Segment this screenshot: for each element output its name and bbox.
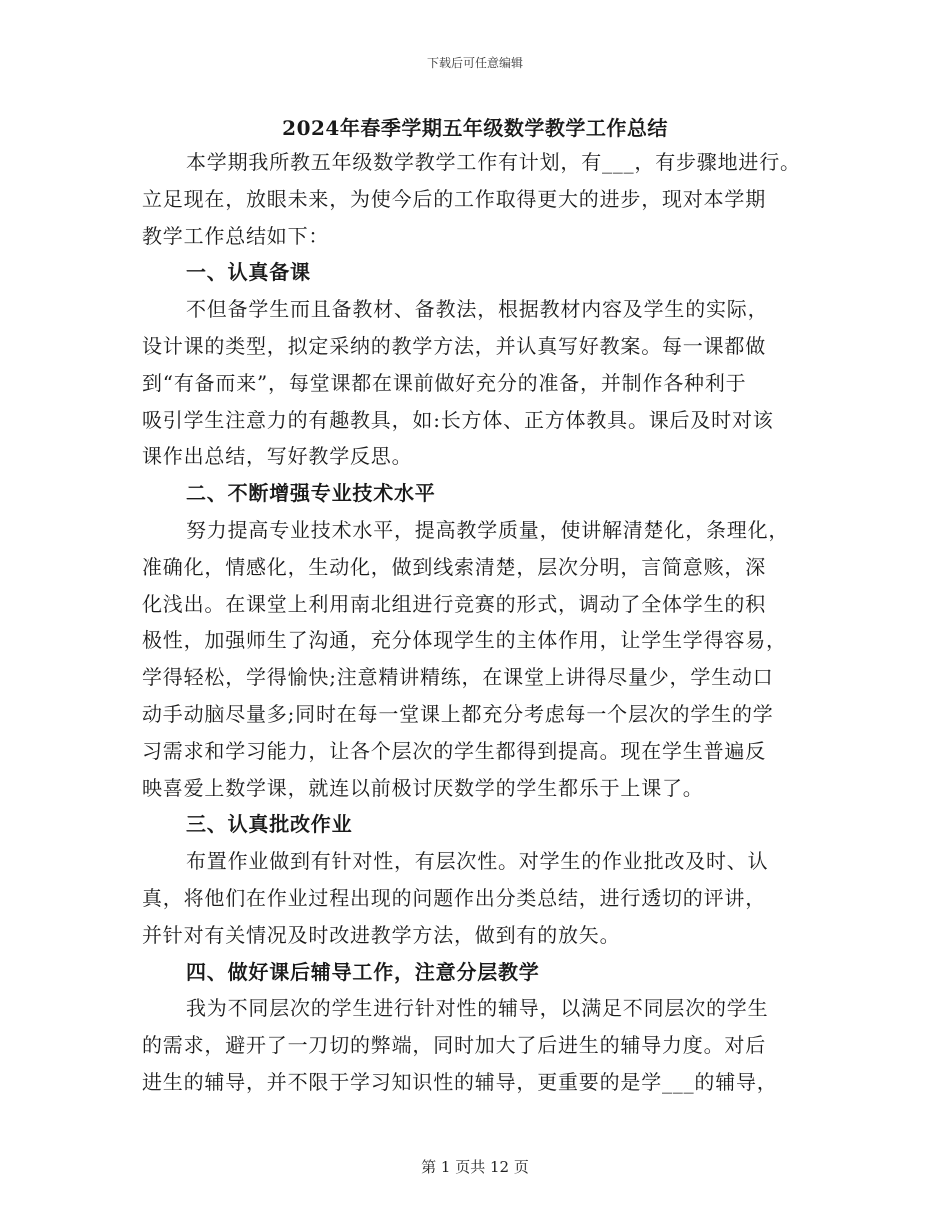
document-body xyxy=(142,144,817,1101)
body-line: 本学期我所教五年级数学教学工作有计划，有___，有步骤地进行。 xyxy=(186,150,801,174)
body-line: 并针对有关情况及时改进教学方法，做到有的放矢。 xyxy=(142,922,621,947)
body-line: 化浅出。在课堂上利用南北组进行竞赛的形式，调动了全体学生的积 xyxy=(142,591,766,616)
body-line: 学得轻松，学得愉快;注意精讲精练，在课堂上讲得尽量少，学生动口 xyxy=(142,665,774,690)
body-line: 准确化，情感化，生动化，做到线索清楚，层次分明，言简意赅，深 xyxy=(142,554,766,579)
body-line: 映喜爱上数学课，就连以前极讨厌数学的学生都乐于上课了。 xyxy=(142,775,704,800)
document-title: 2024年春季学期五年级数学教学工作总结 xyxy=(282,116,668,140)
body-line: 吸引学生注意力的有趣教具，如:长方体、正方体教具。课后及时对该 xyxy=(142,407,774,432)
section-heading: 四、做好课后辅导工作，注意分层教学 xyxy=(186,959,540,984)
header-note: 下载后可任意编辑 xyxy=(426,56,523,70)
body-line: 习需求和学习能力，让各个层次的学生都得到提高。现在学生普遍反 xyxy=(142,738,766,763)
body-line: 进生的辅导，并不限于学习知识性的辅导，更重要的是学___的辅导， xyxy=(142,1069,778,1094)
body-line: 努力提高专业技术水平，提高教学质量，使讲解清楚化，条理化， xyxy=(186,517,790,542)
body-line: 到“有备而来”，每堂课都在课前做好充分的准备，并制作各种利于 xyxy=(142,370,747,395)
body-line: 布置作业做到有针对性，有层次性。对学生的作业批改及时、认 xyxy=(186,849,769,874)
page-footer: 第 1 页共 12 页 xyxy=(421,1158,529,1176)
body-line: 我为不同层次的学生进行针对性的辅导，以满足不同层次的学生 xyxy=(186,996,769,1021)
body-line: 真，将他们在作业过程出现的问题作出分类总结，进行透切的评讲， xyxy=(142,885,766,910)
body-line: 设计课的类型，拟定采纳的教学方法，并认真写好教案。每一课都做 xyxy=(142,333,766,358)
section-heading: 一、认真备课 xyxy=(186,260,311,285)
section-heading: 三、认真批改作业 xyxy=(186,812,353,837)
body-line: 课作出总结，写好教学反思。 xyxy=(142,444,413,469)
body-line: 教学工作总结如下： xyxy=(142,223,330,248)
body-line: 不但备学生而且备教材、备教法，根据教材内容及学生的实际， xyxy=(186,297,769,322)
section-heading: 二、不断增强专业技术水平 xyxy=(186,481,436,506)
body-line: 极性，加强师生了沟通，充分体现学生的主体作用，让学生学得容易， xyxy=(142,628,787,653)
body-line: 立足现在，放眼未来，为使今后的工作取得更大的进步，现对本学期 xyxy=(142,186,766,211)
body-line: 动手动脑尽量多;同时在每一堂课上都充分考虑每一个层次的学生的学 xyxy=(142,701,774,726)
body-line: 的需求，避开了一刀切的弊端，同时加大了后进生的辅导力度。对后 xyxy=(142,1033,766,1058)
